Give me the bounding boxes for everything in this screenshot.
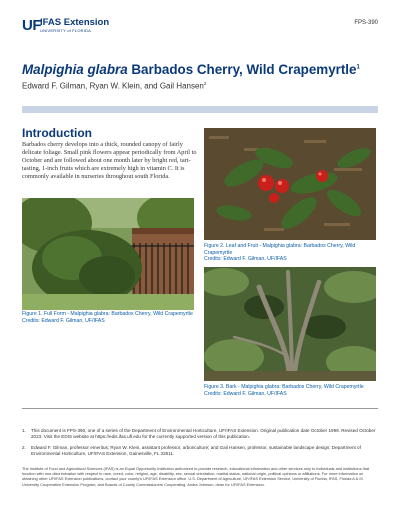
title-footnote-mark: 1 — [356, 64, 360, 71]
uf-logo: UF — [22, 17, 41, 34]
legal-notice: The Institute of Food and Agricultural Sciences (IFAS) is an Equal Opportunity Institution authorized to provide research, educational information and other services only to individuals and institutions that function with non-discrimination with respect to race, creed, color, religion, age, disability, sex, sexual orientation, marital status, national origin, political opinions or affiliations. For more information on obtaining other UF/IFAS Extension publications, contact your county's UF/IFAS Extension office. U.S. Department of Agriculture, UF/IFAS Extension Service, University of Florida, IFAS, Florida A & M University Cooperative Extension Program, and Boards of County Commissioners Cooperating. Andra Johnson, dean for UF/IFAS Extension. — [22, 466, 370, 487]
figure-2-leaf-and-fruit-photo — [204, 128, 376, 240]
page-title — [22, 62, 360, 77]
figure-3-caption: Figure 3. Bark - Malpighia glabra: Barbados Cherry, Wild Crapemyrtle Credits: Edward F. Gilman, UF/IFAS — [204, 384, 364, 397]
figure-2-caption: Figure 2. Leaf and Fruit - Malpighia glabra: Barbados Cherry, Wild Crapemyrtle Credits: Edward F. Gilman, UF/IFAS — [204, 243, 356, 263]
university-of-florida-logo-text: UNIVERSITY of FLORIDA — [40, 28, 92, 33]
ifas-extension-logo-text: IFAS Extension — [40, 17, 110, 28]
footnote-2-text: Edward F. Gilman, professor emeritus; Ryan W. Klein, assistant professor, arboriculture; and Gail Hansen, professor, sustainable landscape design; Department of Environmental Horticulture, UF/IFAS Extension, Gainesville, FL 32611. — [31, 445, 361, 456]
author-names: Edward F. Gilman, Ryan W. Klein, and Gail Hansen — [22, 81, 204, 91]
authors-line — [22, 81, 206, 91]
introduction-heading: Introduction — [22, 126, 92, 140]
author-footnote-mark: 2 — [203, 81, 207, 86]
title-divider-bar — [22, 106, 378, 113]
footnote-1-text: This document is FPS-390, one of a series of the Department of Environmental Horticulture, UF/IFAS Extension. Original publication date October 1999. Revised October 2023. Visit the EDIS website at https://edis.ifas.ufl.edu for the currently supported version of this publication. — [31, 428, 376, 439]
footnote-1 — [22, 428, 378, 440]
title-scientific-name: Malpighia glabra — [22, 62, 128, 77]
figure-1-caption: Figure 1. Full Form - Malpighia glabra: Barbados Cherry, Wild Crapemyrtle Credits: Edward F. Gilman, UF/IFAS — [22, 311, 193, 324]
footnote-2 — [22, 445, 378, 457]
footnote-1-number: 1. — [22, 428, 26, 433]
document-id: FPS-390 — [354, 20, 378, 26]
footnote-divider — [22, 408, 378, 409]
footnote-2-number: 2. — [22, 445, 26, 450]
figure-1-full-form-photo — [22, 198, 194, 310]
title-common-names: Barbados Cherry, Wild Crapemyrtle — [127, 62, 357, 77]
introduction-paragraph: Barbados cherry develops into a thick, rounded canopy of fairly delicate foliage. Small pink flowers appear periodically from April to October and are followed about one month later by bright red, tart-tasting, 1-inch fruits which are extremely high in vitamin C. It is commonly available in nurseries throughout south Florida. — [22, 141, 197, 181]
figure-3-bark-photo — [204, 267, 376, 381]
